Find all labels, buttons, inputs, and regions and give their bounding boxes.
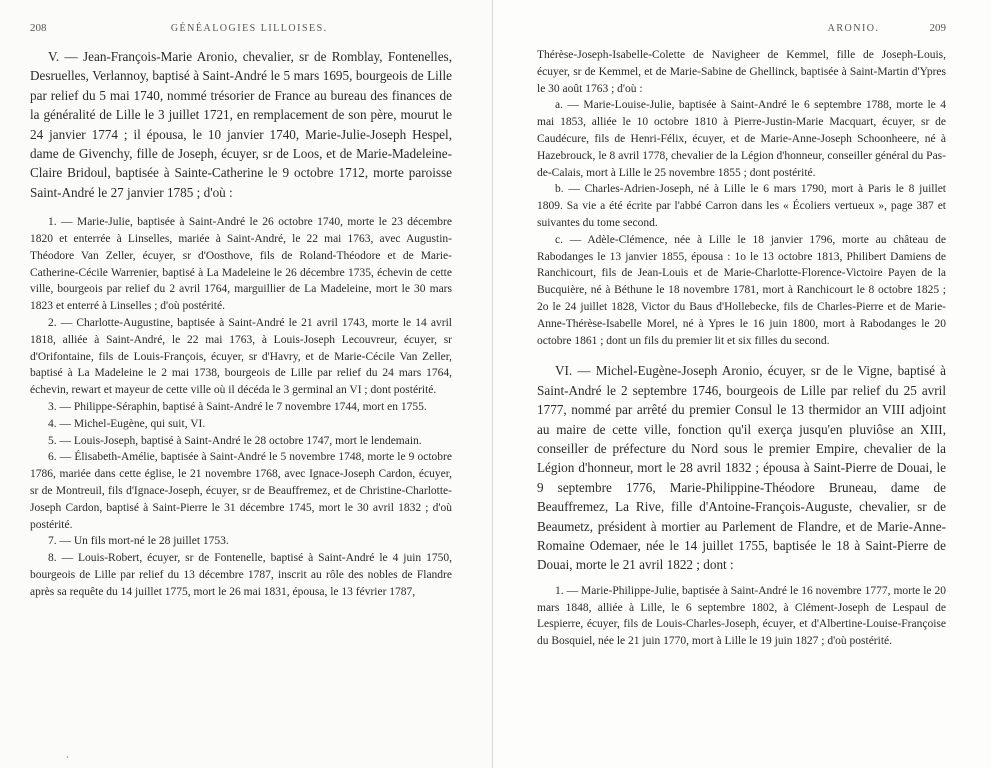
right-running-title: ARONIO. [827, 23, 880, 34]
child-3: 3. — Philippe-Séraphin, baptisé à Saint-André le 7 novembre 1744, mort en 1755. [48, 401, 427, 414]
child-4: 4. — Michel-Eugène, qui suit, VI. [48, 417, 206, 430]
print-mark: ˎ [66, 748, 69, 758]
entry-vi: VI. — Michel-Eugène-Joseph Aronio, écuyer, sr de le Vigne, baptisé à Saint-André le 2 septembre 1746, bourgeois de Lille par relief du 25 avril 1777, nommé par arrêté du premier Consul le 13 thermidor an VIII adjoint au maire de cette ville, fonction qu'il exerça jusqu'en pluviôse an XIII, conseiller de préfecture du Nord sous le premier Empire, chevalier de la Légion d'honneur, mort le 28 avril 1832 ; épousa à Saint-Pierre de Douai, le 9 septembre 1776, Marie-Philippine-Théodore Bruneau, dame de Beauffremez, La Rive, fille d'Antoine-François-Auguste, chevalier, sr de Beaumetz, président à mortier au Parlement de Flandre, et de Marie-Anne-Romaine Odemaer, née le 14 juillet 1755, baptisée le 18 à Saint-Pierre de Douai, morte le 21 avril 1822 ; dont : [537, 363, 946, 573]
left-page [0, 0, 492, 768]
child-2: 2. — Charlotte-Augustine, baptisée à Saint-André le 21 avril 1743, morte le 14 avril 1818, alliée à Saint-André, le 22 mai 1763, à Louis-Joseph Lecouvreur, écuyer, sr d'Orifontaine, fils de Louis-François, écuyer, sr d'Havry, et de Marie-Cécile Van Zeller, baptisé à La Madeleine le 2 mai 1738, bourgeois de Lille par relief du 24 mars 1764, échevin, rewart et mayeur de cette ville où il décéda le 3 germinal an VI ; dont postérité. [30, 317, 452, 397]
entry-v: V. — Jean-François-Marie Aronio, chevalier, sr de Romblay, Fontenelles, Desruelles, Verlannoy, baptisé à Saint-André le 5 mars 1695, bourgeois de Lille par relief du 5 mai 1740, nommé trésorier de France au bureau des finances de la généralité de Lille le 3 juillet 1721, en remplacement de son père, mourut le 24 janvier 1774 ; il épousa, le 10 janvier 1740, Marie-Julie-Joseph Hespel, dame de Givenchy, fille de Joseph, écuyer, sr de Loos, et de Marie-Madeleine-Claire Bridoul, baptisée à Sainte-Catherine le 9 octobre 1712, morte paroisse Saint-André le 27 janvier 1785 ; d'où : [30, 49, 452, 200]
left-running-title: GÉNÉALOGIES LILLOISES. [170, 23, 328, 34]
right-page [492, 0, 991, 768]
left-running-head [30, 22, 452, 34]
child-6: 6. — Élisabeth-Amélie, baptisée à Saint-André le 5 novembre 1748, morte le 9 octobre 1786, mariée dans cette église, le 21 novembre 1768, avec Ignace-Joseph Cardon, écuyer, sr de Montreuil, fils d'Ignace-Joseph, écuyer, sr de Beauffremez, et de Christine-Charlotte-Joseph Cardon, baptisé à Saint-Pierre le 31 décembre 1745, mort le 30 avril 1832 ; d'où postérité. [30, 451, 452, 531]
sub-child-b: b. — Charles-Adrien-Joseph, né à Lille le 6 mars 1790, mort à Paris le 8 juillet 1809. Sa vie a été écrite par l'abbé Carron dans les « Écoliers vertueux », page 387 et suivantes du tome second. [537, 183, 946, 229]
right-running-head [537, 22, 946, 34]
continuation-text: Thérèse-Joseph-Isabelle-Colette de Navigheer de Kemmel, fille de Joseph-Louis, écuyer, sr de Kemmel, et de Marie-Sabine de Ghellinck, baptisée à Saint-Martin d'Ypres le 30 août 1763 ; d'où : [537, 49, 946, 95]
child-8: 8. — Louis-Robert, écuyer, sr de Fontenelle, baptisé à Saint-André le 4 juin 1750, bourgeois de Lille par relief du 13 décembre 1787, inscrit au rôle des nobles de Flandre après sa requête du 14 juillet 1775, mort le 26 mai 1831, épousa, le 13 février 1787, [30, 552, 452, 598]
left-page-number: 208 [30, 22, 47, 34]
child-7: 7. — Un fils mort-né le 28 juillet 1753. [48, 535, 229, 548]
child-1: 1. — Marie-Julie, baptisée à Saint-André le 26 octobre 1740, morte le 23 décembre 1820 et enterrée à Linselles, mariée à Saint-André, le 22 mai 1763, avec Augustin-Théodore Van Zeller, écuyer, sr d'Oosthove, fils de Roland-Théodore et de Marie-Catherine-Cécile Warrenier, baptisé à La Madeleine le 26 décembre 1735, échevin de cette ville, bourgeois par relief du 2 avril 1764, marguillier de La Madeleine, mort le 30 mars 1823 et enterré à Linselles ; d'où postérité. [30, 216, 452, 313]
sub-child-c: c. — Adèle-Clémence, née à Lille le 18 janvier 1796, morte au château de Rabodanges le 13 janvier 1855, épousa : 1o le 13 octobre 1813, Philibert Damiens de Ranchicourt, fils de Jean-Louis et de Marie-Charlotte-Florence-Victoire Payen de la Bucquière, né à Béthune le 18 novembre 1781, mort à Ranchicourt le 8 octobre 1825 ; 2o le 24 juillet 1828, Victor du Baus d'Hollebecke, fils de Charles-Pierre et de Marie-Anne-Thérèse-Isabelle Morel, né à Ypres le 16 juin 1800, mort à Rabodanges le 20 octobre 1861 ; dont un fils du premier lit et six filles du second. [537, 233, 946, 347]
vi-child-1: 1. — Marie-Philippe-Julie, baptisée à Saint-André le 16 novembre 1777, morte le 20 mars 1848, alliée à Lille, le 6 septembre 1802, à Clément-Joseph de Lespaul de Lespierre, écuyer, fils de Louis-Charles-Joseph, écuyer, et d'Albertine-Louise-Françoise du Bosquiel, née le 21 juin 1770, mort à Lille le 19 juin 1827 ; d'où postérité. [537, 584, 946, 648]
right-page-number: 209 [929, 22, 946, 34]
child-5: 5. — Louis-Joseph, baptisé à Saint-André le 28 octobre 1747, mort le lendemain. [48, 434, 422, 447]
sub-child-a: a. — Marie-Louise-Julie, baptisée à Saint-André le 6 septembre 1788, morte le 4 mai 1853, alliée le 10 octobre 1810 à Pierre-Justin-Marie Macquart, écuyer, sr de Caudécure, fils de Henri-Félix, écuyer, et de Marie-Anne-Joseph Schoonheere, né à Hazebrouck, le 8 avril 1778, chevalier de la Légion d'honneur, conseiller général du Pas-de-Calais, mort à Lille le 25 novembre 1855 ; dont postérité. [537, 99, 946, 179]
